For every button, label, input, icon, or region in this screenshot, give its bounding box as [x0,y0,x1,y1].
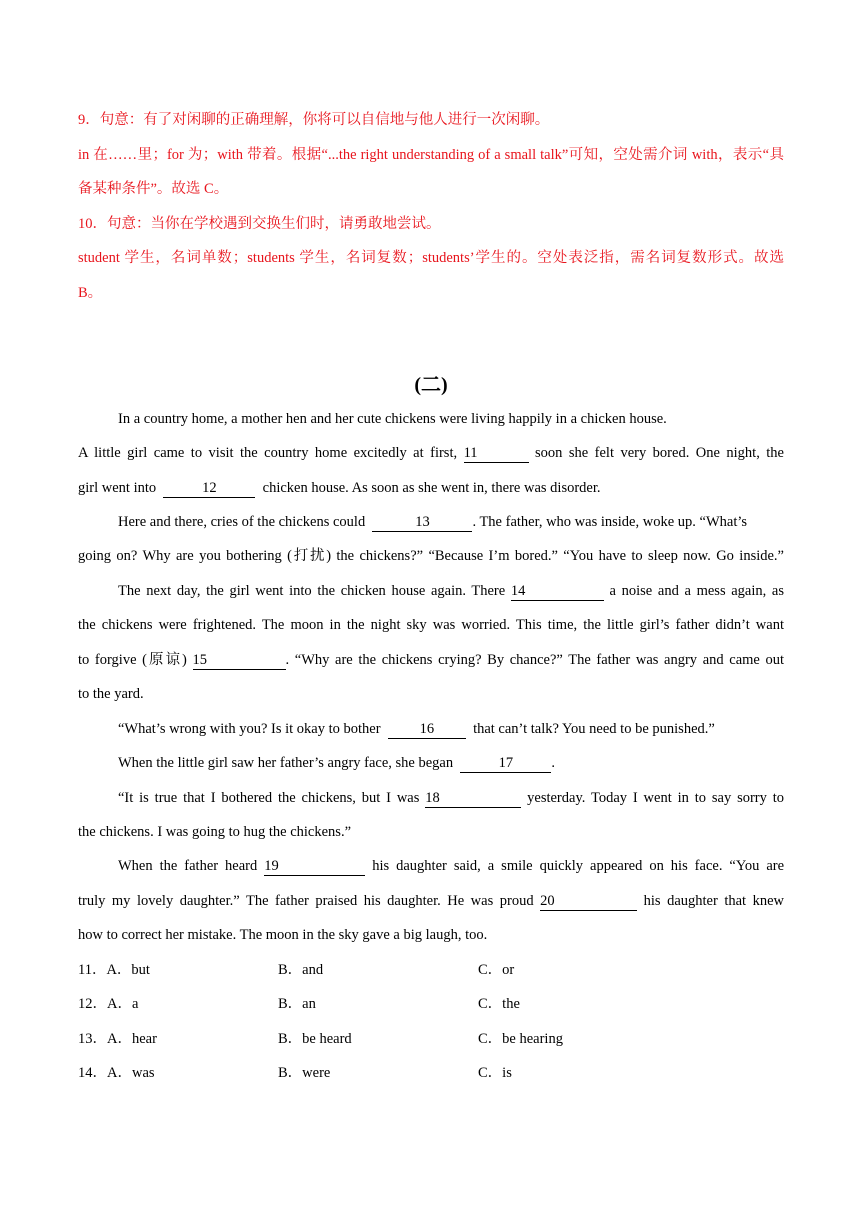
question-14-option-c: C．is [478,1065,512,1081]
passage-line: “It is true that I bothered the chickens, but I was 18 yesterday. Today I went in to say sorry to [118,790,785,806]
passage-line: When the father heard 19 his daughter said, a smile quickly appeared on his face. “You are [118,858,785,874]
passage-line: going on? Why are you bothering (打扰) the chickens?” “Because I’m bored.” “You have to sleep now. Go inside.” [78,548,784,564]
passage-line: the chickens were frightened. The moon in the night sky was worried. This time, the little girl’s father didn’t want [78,617,784,633]
question-13-option-a: 13．A．hear [78,1031,157,1047]
passage-line: to forgive (原谅) 15 . “Why are the chickens crying? By chance?” The father was angry and came out [78,652,785,668]
question-14-option-b: B．were [278,1065,331,1081]
question-13-option-b: B．be heard [278,1031,352,1047]
passage-line: the chickens. I was going to hug the chickens.” [78,824,352,840]
passage-line: truly my lovely daughter.” The father praised his daughter. He was proud 20 his daughter that knew [78,893,785,909]
answer-10-line: 10．句意：当你在学校遇到交换生们时，请勇敢地尝试。 [78,216,441,232]
answer-9-explanation-cont: 备某种条件”。故选 C。 [78,181,229,197]
blank-12: 12 [163,480,255,498]
passage-line: The next day, the girl went into the chicken house again. There 14 a noise and a mess again, as [118,583,785,599]
passage-line: to the yard. [78,686,144,702]
blank-11: 11 [464,445,529,463]
blank-16: 16 [388,721,466,739]
blank-17: 17 [460,755,551,773]
question-14-option-a: 14．A．was [78,1065,155,1081]
passage-line: In a country home, a mother hen and her cute chickens were living happily in a chicken house. [118,411,667,427]
question-11-option-a: 11．A．but [78,962,150,978]
blank-18: 18 [425,790,521,808]
question-12-option-c: C．the [478,996,520,1012]
answer-10-explanation: student 学生，名词单数；students 学生，名词复数；students’学生的。空处表泛指，需名词复数形式。故选 [78,250,784,266]
passage-line: Here and there, cries of the chickens could 13 . The father, who was inside, woke up. “What’s [118,514,748,530]
question-12-option-b: B．an [278,996,316,1012]
answer-9-line: 9．句意：有了对闲聊的正确理解，你将可以自信地与他人进行一次闲聊。 [78,112,550,128]
answer-9-explanation: in 在……里；for 为；with 带着。根据“...the right understanding of a small talk”可知，空处需介词 with，表示“具 [78,147,784,163]
passage-line: When the little girl saw her father’s angry face, she began 17 . [118,755,555,771]
question-11-option-b: B．and [278,962,324,978]
passage-line: how to correct her mistake. The moon in the sky gave a big laugh, too. [78,927,488,943]
question-13-option-c: C．be hearing [478,1031,563,1047]
question-11-option-c: C．or [478,962,515,978]
answer-10-explanation-cont: B。 [78,285,103,301]
section-title: (二) [414,374,448,396]
question-12-option-a: 12．A．a [78,996,139,1012]
passage-line: “What’s wrong with you? Is it okay to bother 16 that can’t talk? You need to be punished.” [118,721,715,737]
passage-line: A little girl came to visit the country home excitedly at first, 11 soon she felt very bored. One night, the [78,445,784,461]
blank-20: 20 [540,893,637,911]
blank-15: 15 [193,652,286,670]
blank-13: 13 [372,514,472,532]
passage-line: girl went into 12 chicken house. As soon as she went in, there was disorder. [78,480,601,496]
blank-19: 19 [264,858,365,876]
blank-14: 14 [511,583,604,601]
